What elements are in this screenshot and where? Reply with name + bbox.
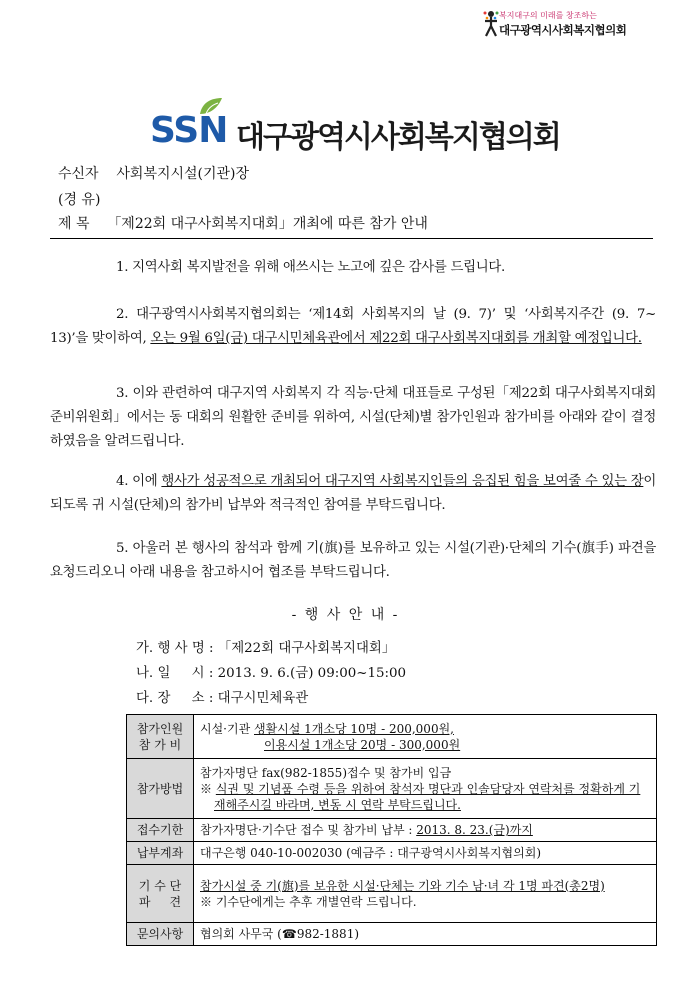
deadline-date: 2013. 8. 23.(금)까지	[416, 823, 533, 837]
paragraph-5	[50, 537, 656, 585]
table-row	[127, 819, 657, 842]
header-divider	[50, 238, 653, 239]
flag-team-label	[127, 865, 194, 923]
paragraph-1-text: 1. 지역사회 복지발전을 위해 애쓰시는 노고에 깊은 감사를 드립니다.	[116, 260, 505, 275]
deadline-prefix: 참가자명단·기수단 접수 및 참가비 납부 :	[200, 823, 417, 837]
method-label: 참가방법	[127, 759, 194, 819]
event-heading: - 행 사 안 내 -	[291, 607, 400, 623]
people-logo-icon	[483, 10, 499, 38]
fee-label-line2: 참 가 비	[138, 737, 182, 752]
paragraph-1	[50, 256, 656, 280]
paragraph-2-text: 2. 대구광역시사회복지협의회는 ‘제14회 사회복지의 날 (9. 7)’ 및 ‘사회복지주간 (9. 7~ 13)’을 맞이하여,	[50, 307, 656, 346]
logo-ssn: SSN	[150, 110, 228, 151]
paragraph-4-text-a: 4. 이에	[116, 474, 162, 489]
table-row	[127, 923, 657, 946]
event-date-row: 나. 일 시 : 2013. 9. 6.(금) 09:00~15:00	[136, 666, 407, 681]
account-label: 납부계좌	[127, 842, 194, 865]
event-venue-value: 대구시민체육관	[217, 691, 309, 706]
brand-org-name: 대구광역시사회복지협의회	[499, 23, 627, 37]
contact-value	[194, 923, 657, 946]
paragraph-4-text-b: 이 되도록 귀 시설(단체)의 참가비 납부와 적극적인 참여를 부탁드립니다.	[50, 474, 656, 513]
table-row	[127, 865, 657, 923]
paragraph-4	[50, 470, 656, 518]
subject-label: 제 목	[58, 216, 90, 232]
subject-value: 「제22회 대구사회복지대회」개최에 따른 참가 안내	[107, 216, 428, 232]
method-value	[194, 759, 657, 819]
phone-icon: ☎	[281, 927, 297, 941]
subject-line	[58, 213, 428, 233]
event-venue-label: 다. 장 소	[136, 691, 205, 706]
deadline-label: 접수기한	[127, 819, 194, 842]
flag-team-line1: 참가시설 중 기(旗)를 보유한 시설·단체는 기와 기수 남·녀 각 1명 파견(총2명)	[200, 878, 605, 893]
account-value: 대구은행 040-10-002030 (예금주 : 대구광역시사회복지협의회)	[194, 842, 657, 865]
brand-tagline: 복지대구의 미래를 창조하는	[499, 11, 597, 20]
via-line: (경 유)	[58, 192, 101, 208]
top-brand	[483, 8, 673, 40]
contact-label: 문의사항	[127, 923, 194, 946]
flag-team-label-line1: 기 수 단	[138, 878, 182, 893]
info-table	[126, 714, 657, 946]
contact-suffix: )	[354, 927, 360, 941]
flag-team-label-line2: 파 견	[138, 894, 182, 909]
method-line1: 참가자명단 fax(982-1855)접수 및 참가비 입금	[200, 765, 452, 780]
method-note: 식권 및 기념품 수령 등을 위하여 참석자 명단과 인솔담당자 연락처를 정확하게 기재해주시길 바라며, 변동 시 연락 부탁드립니다.	[214, 781, 641, 812]
event-name-value: 「제22회 대구사회복지대회」	[217, 641, 396, 656]
fee-value	[194, 715, 657, 759]
main-logo	[150, 104, 570, 155]
fee-line2: 이용시설 1개소당 20명 - 300,000원	[264, 737, 461, 752]
method-note-mark: ※	[200, 781, 216, 796]
flag-team-note: ※ 기수단에게는 추후 개별연락 드립니다.	[200, 894, 417, 909]
event-date-value: 2013. 9. 6.(금) 09:00~15:00	[217, 666, 407, 681]
paragraph-2	[50, 303, 656, 351]
fee-line1: 생활시설 1개소당 10명 - 200,000원,	[254, 721, 454, 736]
leaf-icon	[198, 96, 224, 116]
contact-phone: 982-1881	[296, 927, 355, 941]
recipient-label: 수신자	[58, 166, 99, 182]
paragraph-5-text: 5. 아울러 본 행사의 참석과 함께 기(旗)를 보유하고 있는 시설(기관)·단체의 기수(旗手) 파견을 요청드리오니 아래 내용을 참고하시어 협조를 부탁드립니다.	[50, 541, 656, 580]
fee-prefix: 시설·기관	[200, 721, 254, 736]
deadline-value	[194, 819, 657, 842]
event-date-label: 나. 일 시	[136, 666, 205, 681]
event-name-label: 가. 행 사 명	[136, 641, 205, 656]
logo-org-name: 대구광역시사회복지협의회	[236, 120, 560, 155]
table-row	[127, 715, 657, 759]
paragraph-4-underlined: 행사가 성공적으로 개최되어 대구지역 사회복지인들의 응집된 힘을 보여줄 수 있는 장	[161, 474, 644, 489]
flag-team-value	[194, 865, 657, 923]
fee-label	[127, 715, 194, 759]
recipient-value: 사회복지시설(기관)장	[116, 166, 250, 182]
paragraph-2-underlined: 오는 9월 6일(금) 대구시민체육관에서 제22회 대구사회복지대회를 개최할 예정입니다.	[150, 331, 642, 346]
fee-label-line1: 참가인원	[136, 721, 184, 736]
recipient-line	[58, 163, 249, 183]
contact-prefix: 협의회 사무국 (	[200, 927, 282, 941]
paragraph-3-text: 3. 이와 관련하여 대구지역 사회복지 각 직능·단체 대표들로 구성된「제22회 대구사회복지대회 준비위원회」에서는 동 대회의 원활한 준비를 위하여, 시설(단체)별 참가인원과 참가비를 아래와 같이 결정하였음을 알려드립니다.	[50, 386, 656, 449]
paragraph-3	[50, 382, 656, 454]
event-venue-row: 다. 장 소 : 대구시민체육관	[136, 691, 309, 706]
event-name-row: 가. 행 사 명 : 「제22회 대구사회복지대회」	[136, 641, 396, 656]
table-row	[127, 842, 657, 865]
table-row	[127, 759, 657, 819]
